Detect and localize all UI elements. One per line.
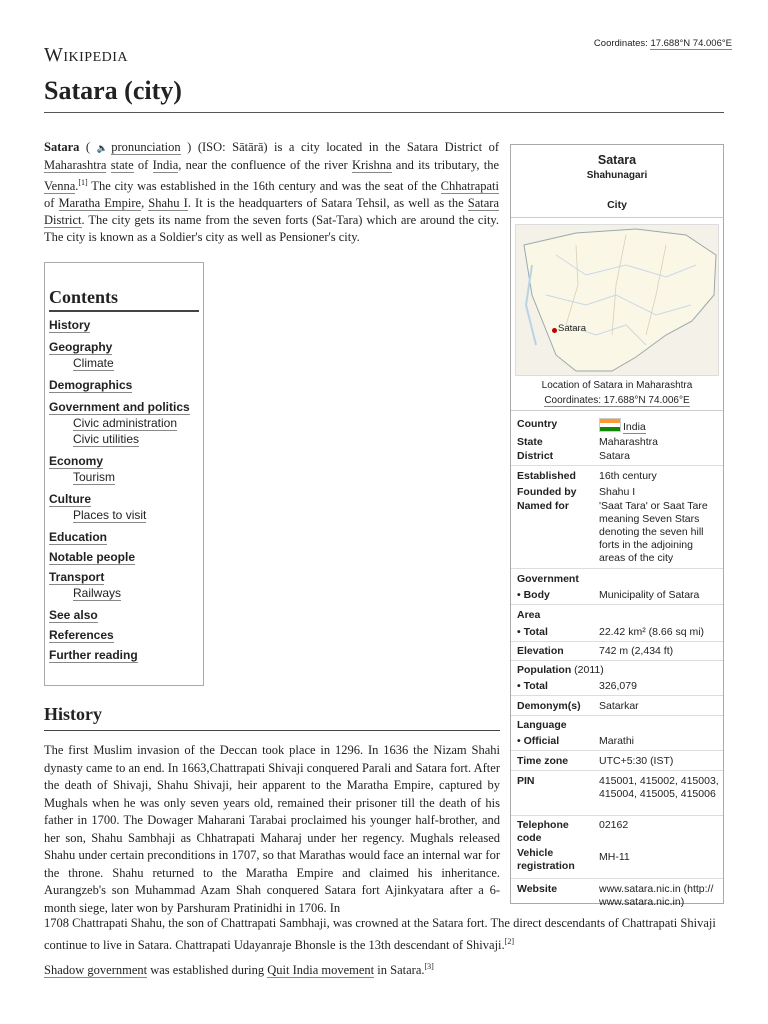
row-separator [511,641,723,642]
toc-label[interactable]: Education [49,530,108,544]
toc-item-see-also[interactable] [49,608,199,622]
toc-label[interactable]: Government and politics [49,400,190,414]
lead-text: ) (ISO: Sātārā) is a city located in the Satara District of [180,140,499,154]
title-divider [44,112,724,113]
link-india[interactable]: India [152,158,179,172]
infobox-type: City [511,199,723,218]
infobox-subtitle: Shahunagari [586,170,648,181]
history-paragraph: The first Muslim invasion of the Deccan took place in 1296. In 1636 the Nizam Shahi dynasty came to an end. In 1663,Chattrapati Shivaji conquered Parali and Satara fort. After the death of Shivaji, Shahu Shivaji, heir apparent to the Maratha Empire, captured by Mughals when he was only seven years old, remained their prisoner till the death of his father in 1700. The Dowager Maharani Tarabai proclaimed his younger half-brother, and her son, Shahu Sambhaji as Chhatrapati Maharaj under her regency. Mughals released Shahu under certain preconditions in 1707, so that Marathas would face an internal war for the throne. Shahu returned to the Maratha Empire and claimed his inheritance. Aurangzeb's son Muhammad Azam Shah conquered Satara fort Ajinkyatara after a 6-month siege, later won by Parshuram Pratinidhi in 1706. In [44,743,500,915]
toc-label[interactable]: Demographics [49,378,133,392]
toc-label[interactable]: Places to visit [73,508,147,522]
location-map[interactable] [515,224,719,376]
row-key[interactable]: Vehicle registration [517,847,575,872]
toc-label[interactable]: Geography [49,340,113,354]
toc-item-notable-people[interactable] [49,550,199,564]
lead-text: . It is the headquarters of Satara Tehsil, as well as the [187,196,468,211]
website-link[interactable]: www.satara.nic.in (http://www.satara.nic.in) [599,883,714,908]
lead-paragraph [44,139,499,246]
link-maratha-empire[interactable]: Maratha Empire [58,196,142,211]
coords-label: Coordinates: [593,38,648,49]
toc-label[interactable]: Economy [49,454,104,468]
row-key: • Total [517,680,548,692]
toc-label[interactable]: See also [49,608,98,622]
toc-title: Contents [49,287,199,312]
row-value[interactable]: Satara [599,450,630,462]
map-caption: Location of Satara in Maharashtra [541,380,693,391]
toc-item-government[interactable] [49,400,199,414]
link-shadow-government[interactable]: Shadow government [44,963,148,978]
ref-3[interactable]: [3] [424,962,434,971]
row-key: • Body [517,589,550,601]
row-separator [511,750,723,751]
toc-item-geography[interactable] [49,340,199,354]
toc-item-civic-utilities[interactable] [73,432,199,446]
toc-item-education[interactable] [49,530,199,544]
toc-label[interactable]: Railways [73,586,122,600]
toc-item-economy[interactable] [49,454,199,468]
population-label: Population [517,664,572,676]
row-value: Marathi [599,735,635,747]
row-value: 742 m (2,434 ft) [599,645,674,657]
shadow-text: in Satara. [374,963,425,978]
toc-item-culture[interactable] [49,492,199,506]
toc-item-railways[interactable] [73,586,199,600]
row-value[interactable]: UTC+5:30 (IST) [599,755,674,767]
toc-label[interactable]: Climate [73,356,114,370]
shadow-government-paragraph [44,962,728,978]
link-shahu-i[interactable]: Shahu I [148,196,188,211]
lead-text: . The city gets its name from the seven forts (Sat-Tara) which are around the city. The city is known as a Soldier's city as well as Pensioner's city. [44,213,499,245]
row-value[interactable]: Shahu I [599,486,636,498]
map-coords-link[interactable]: Coordinates: 17.688°N 74.006°E [544,395,690,406]
link-satara-district[interactable]: Satara District [44,196,499,228]
link-country-value[interactable]: India [623,421,646,433]
toc-item-tourism[interactable] [73,470,199,484]
row-value: 415001, 415002, 415003, 415004, 415005, 415006 [599,775,719,800]
row-value: MH-11 [599,851,630,863]
coords-link[interactable]: 17.688°N 74.006°E [650,38,732,49]
toc-label[interactable]: References [49,628,114,642]
row-key[interactable]: Time zone [517,755,569,767]
lead-text: . [75,179,79,194]
map-label: Satara [558,323,586,334]
row-key: Language [517,719,567,731]
toc-label[interactable]: Transport [49,570,105,584]
shadow-text: was established during [147,963,268,978]
infobox-title: Satara [597,153,637,167]
ref-2[interactable]: [2] [504,936,514,946]
row-separator [511,770,723,771]
wikipedia-wordmark[interactable]: Wikipedia [44,44,129,66]
lead-text: of [133,158,153,172]
row-key: Website [517,883,558,895]
lead-text: , [141,196,149,211]
row-value[interactable]: Maharashtra [599,436,658,448]
row-key: • Official [517,735,560,747]
ref-1[interactable]: [1] [78,178,88,187]
history-paragraph-tail [44,915,728,954]
pronunciation-link[interactable]: pronunciation [111,140,181,154]
row-key: Named for [517,500,569,512]
toc-item-history[interactable] [49,318,199,332]
row-key: Country [517,418,558,430]
lead-text: and its tributary, the [391,158,500,172]
toc-item-civic-administration[interactable] [73,416,199,430]
link-state[interactable]: state [110,158,134,172]
row-separator [511,878,723,879]
map-coordinates[interactable] [511,395,723,411]
link-venna[interactable]: Venna [44,179,76,194]
row-key[interactable]: Telephone code [517,819,569,844]
lead-text: , near the confluence of the river [178,158,352,172]
toc-item-further-reading[interactable] [49,648,199,662]
row-separator [511,695,723,696]
row-value: Satarkar [599,700,639,712]
maharashtra-map-svg [516,225,719,375]
row-key[interactable]: PIN [517,775,535,787]
toc-item-demographics[interactable] [49,378,199,392]
coordinates-top [594,38,732,49]
row-value: 16th century [599,470,657,482]
speaker-icon[interactable]: 🔈 [96,143,112,153]
toc-list [49,318,199,662]
row-key: Area [517,609,541,621]
toc-item-places-to-visit[interactable] [73,508,199,522]
toc-label[interactable]: Civic administration [73,416,178,430]
row-separator [511,660,723,661]
toc-item-references[interactable] [49,628,199,642]
history-tail-text: 1708 Chattrapati Shahu, the son of Chattrapati Sambhaji, was crowned at the Satara fort. The direct descendants of Chattrapati Shivaji continue to live in Satara. Chattrapati Udayanraje Bhonsle is the 13th descendant of Shivaji. [44,916,716,952]
map-marker-icon [552,328,557,333]
row-key [517,664,647,676]
toc-label[interactable]: Further reading [49,648,138,662]
row-key: Elevation [517,645,564,657]
row-separator [511,715,723,716]
row-value: 22.42 km² (8.66 sq mi) [599,626,705,638]
row-value [599,418,719,434]
link-krishna[interactable]: Krishna [351,158,392,172]
toc-item-transport[interactable] [49,570,199,584]
population-year: (2011) [571,664,604,676]
toc-label[interactable]: Civic utilities [73,432,140,446]
row-key: District [517,450,554,462]
toc-label[interactable]: History [49,318,91,332]
row-key[interactable]: Demonym(s) [517,700,581,712]
row-key: Established [517,470,576,482]
toc-label[interactable]: Culture [49,492,91,506]
table-of-contents [44,262,204,686]
toc-item-climate[interactable] [73,356,199,370]
row-value: 02162 [599,819,629,831]
link-quit-india[interactable]: Quit India movement [267,963,375,978]
row-value: 'Saat Tara' or Saat Tare meaning Seven Stars denoting the seven hill forts in the adjoining areas of the city [599,500,708,564]
row-value: 326,079 [599,680,637,692]
india-flag-icon [599,418,621,432]
row-key: State [517,436,543,448]
link-maharashtra[interactable]: Maharashtra [44,158,107,172]
row-value: Municipality of Satara [599,589,700,601]
lead-text: The city was established in the 16th century and was the seat of the [87,179,441,194]
row-key: • Total [517,626,548,638]
row-separator [511,604,723,605]
row-separator [511,465,723,466]
toc-label[interactable]: Notable people [49,550,136,564]
page-title: Satara (city) [44,76,182,105]
link-chhatrapati[interactable]: Chhatrapati [440,179,499,194]
lead-text: of [44,196,59,211]
lead-bold-name: Satara [44,140,80,154]
infobox [510,144,724,908]
lead-text: ( [79,140,97,154]
history-divider [44,730,500,731]
row-separator [511,568,723,569]
row-key: Founded by [517,486,577,498]
toc-label[interactable]: Tourism [73,470,116,484]
history-heading: History [44,704,102,724]
row-separator [511,815,723,816]
row-key: Government [517,573,579,585]
